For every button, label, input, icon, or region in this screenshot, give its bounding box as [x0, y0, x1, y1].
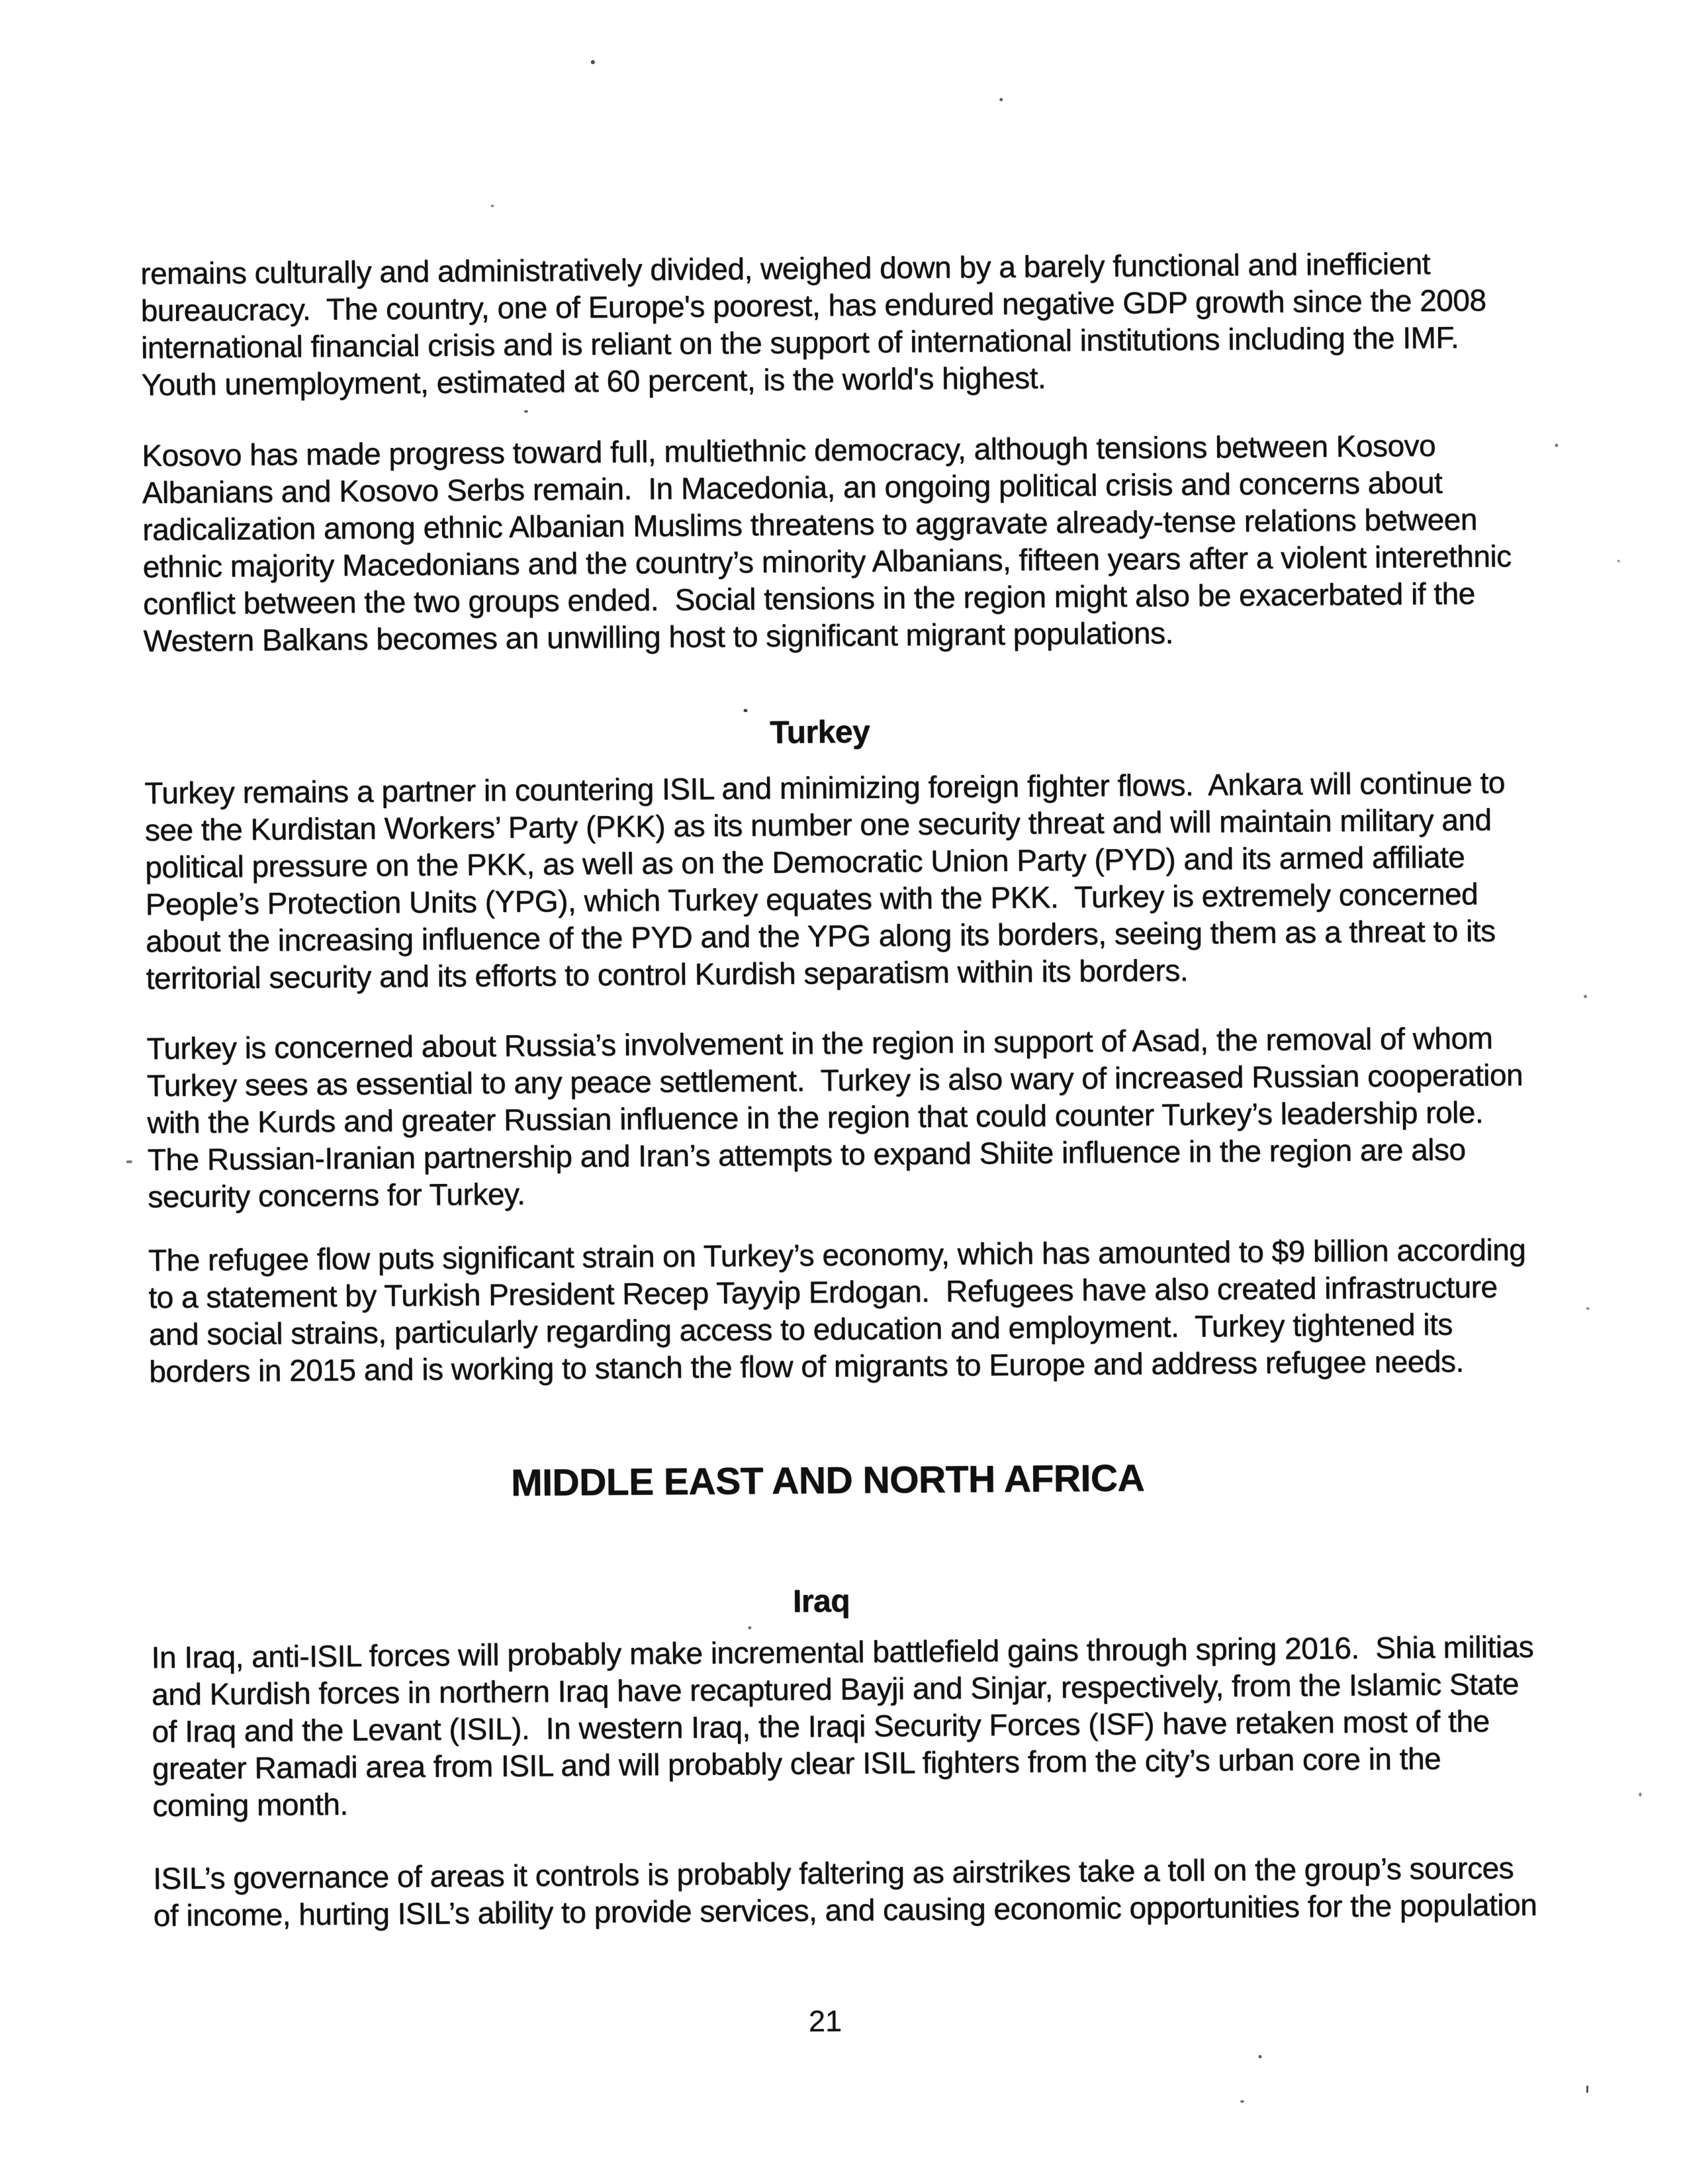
paragraph-turkey-russia: Turkey is concerned about Russia’s involvement in the region in support of Asad, the removal of whom Turkey sees as essential to any peace settlement. Turkey is also wary of increased Russian cooperation with the Kurds and greater Russian influence in the region that could counter Turkey’s leadership role. The Russian-Iranian partnership and Iran’s attempts to expand Shiite influence in the region are also security concerns for Turkey.: [146, 1021, 1524, 1214]
scan-speck: [1240, 2100, 1244, 2103]
scan-speck: [126, 1160, 132, 1163]
scan-speck: [591, 60, 595, 64]
paragraph-turkey-pkk: Turkey remains a partner in countering ISIL and minimizing foreign fighter flows. Ankara will continue to see the Kurdistan Workers’ Party (PKK) as its number one security threat and will maintain military and political pressure on the PKK, as well as on the Democratic Union Party (PYD) and its armed affiliate People’s Protection Units (YPG), which Turkey equates with the PKK. Turkey is extremely concerned about the increasing influence of the PYD and the YPG along its borders, seeing them as a threat to its territorial security and its efforts to control Kurdish separatism within its borders.: [144, 765, 1506, 996]
section-heading-middle-east-north-africa: MIDDLE EAST AND NORTH AFRICA: [510, 1457, 1145, 1504]
scan-speck: [490, 205, 494, 207]
paragraph-balkans-continued: remains culturally and administratively divided, weighed down by a barely functional and inefficient bureaucracy. The country, one of Europe's poorest, has endured negative GDP growth since the 2008 international financial crisis and is reliant on the support of international institutions including the IMF. Youth unemployment, estimated at 60 percent, is the world's highest.: [140, 246, 1486, 402]
section-heading-turkey: Turkey: [770, 714, 870, 751]
paragraph-iraq-anti-isil: In Iraq, anti-ISIL forces will probably make incremental battlefield gains through spring 2016. Shia militias and Kurdish forces in northern Iraq have recaptured Bayji and Sinjar, respectively, from the Islamic State of Iraq and the Levant (ISIL). In western Iraq, the Iraqi Security Forces (ISF) have retaken most of the greater Ramadi area from ISIL and will probably clear ISIL fighters from the city’s urban core in the coming month.: [151, 1629, 1534, 1823]
section-heading-iraq: Iraq: [792, 1583, 850, 1619]
scan-speck: [1555, 443, 1558, 447]
scan-speck: [748, 1626, 751, 1629]
paragraph-turkey-refugees: The refugee flow puts significant strain on Turkey’s economy, which has amounted to $9 billion according to a statement by Turkish President Recep Tayyip Erdogan. Refugees have also created infrastructure and social strains, particularly regarding access to education and employment. Turkey tightened its borders in 2015 and is working to stanch the flow of migrants to Europe and address refugee needs.: [148, 1232, 1526, 1389]
scan-speck: [1586, 1307, 1590, 1310]
page-number: 21: [808, 2004, 842, 2038]
scan-speck: [524, 410, 528, 413]
scan-speck: [999, 98, 1003, 101]
scan-speck: [1584, 995, 1587, 998]
paragraph-isil-governance: ISIL’s governance of areas it controls is probably faltering as airstrikes take a toll on the group’s sources of income, hurting ISIL’s ability to provide services, and causing economic opportunities for the population: [153, 1850, 1537, 1933]
scan-speck: [1258, 2055, 1261, 2058]
scan-speck: [743, 709, 747, 712]
scan-speck: [1586, 2085, 1588, 2093]
scan-speck: [1639, 1793, 1641, 1797]
paragraph-kosovo-macedonia: Kosovo has made progress toward full, multiethnic democracy, although tensions between Kosovo Albanians and Kosovo Serbs remain. In Macedonia, an ongoing political crisis and concerns about radicalization among ethnic Albanian Muslims threatens to aggravate already-tense relations between ethnic majority Macedonians and the country’s minority Albanians, fifteen years after a violent interethnic conflict between the two groups ended. Social tensions in the region might also be exacerbated if the Western Balkans becomes an unwilling host to significant migrant populations.: [142, 428, 1512, 659]
scan-speck: [1617, 560, 1620, 563]
